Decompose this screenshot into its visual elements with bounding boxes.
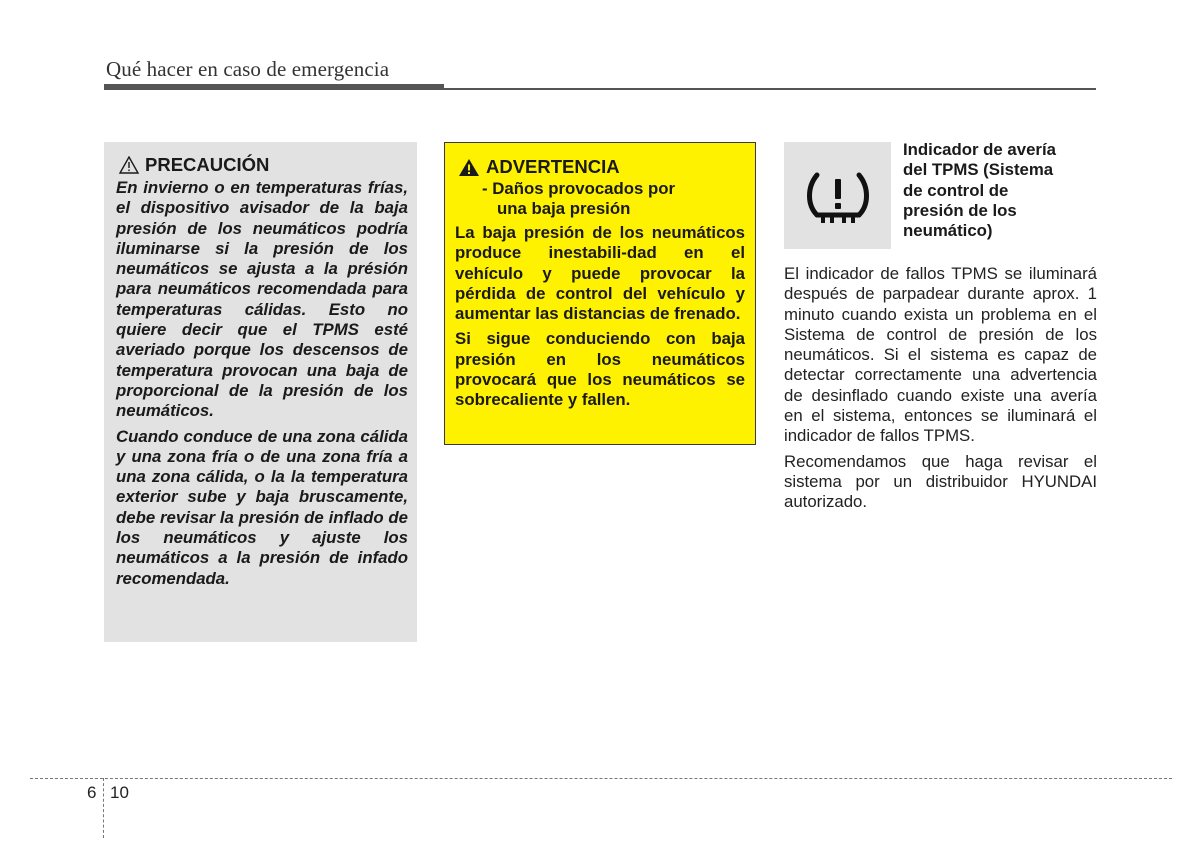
caution-triangle-icon xyxy=(119,156,139,174)
page-title: Qué hacer en caso de emergencia xyxy=(106,57,390,81)
warning-body xyxy=(455,223,745,411)
caution-heading xyxy=(119,154,408,176)
tpms-heading-line: Indicador de avería xyxy=(903,140,1056,159)
footer-rule xyxy=(30,778,1172,779)
tpms-heading-line: presión de los xyxy=(903,200,1017,220)
warning-subheading-line: - Daños provocados por xyxy=(482,179,676,198)
caution-paragraph: Cuando conduce de una zona cálida y una zona fría o de una zona fría a una zona cálida, o la la temperatura exterior sube y baja bruscamente, debe revisar la presión de inflado de los neumáticos y ajuste los neumáticos a la presión de infado recomendada. xyxy=(116,426,408,588)
warning-heading xyxy=(458,156,745,178)
tpms-body xyxy=(784,264,1097,513)
tpms-paragraph: El indicador de fallos TPMS se iluminará después de parpadear durante aprox. 1 minuto cuando exista un problema en el Sistema de control de presión de los neumáticos. Si el sistema es capaz de detectar correctamente una advertencia de desinflado cuando existe una avería en el sistema, entonces se iluminará el indicador de fallos TPMS. xyxy=(784,264,1097,446)
warning-heading-label: ADVERTENCIA xyxy=(486,156,620,177)
tpms-heading xyxy=(903,140,1098,241)
tpms-icon-box xyxy=(784,142,891,249)
tpms-heading-line: de control de xyxy=(903,180,1009,200)
page-number: 10 xyxy=(110,783,129,802)
header-rule-thin xyxy=(444,88,1096,90)
tpms-heading-line: neumático) xyxy=(903,221,993,241)
warning-paragraph: La baja presión de los neumáticos produce inestabili-dad en el vehículo y puede provocar la pérdida de control del vehículo y aumentar las distancias de frenado. xyxy=(455,223,745,324)
caution-paragraph: En invierno o en temperaturas frías, el dispositivo avisador de la baja presión de los neumáticos podría iluminarse si la presión de los neumáticos se ajusta a la présión para neumáticos recomendada para temperaturas cálidas. Esto no quiere decir que el TPMS esté averiado porque los descensos de temperatura provocan una baja de proporcional de la presión de los neumáticos. xyxy=(116,178,408,421)
warning-box xyxy=(444,142,756,445)
tpms-paragraph: Recomendamos que haga revisar el sistema por un distribuidor HYUNDAI autorizado. xyxy=(784,451,1097,512)
warning-paragraph: Si sigue conduciendo con baja presión en los neumáticos provocará que los neumáticos se sobrecaliente y fallen. xyxy=(455,329,745,410)
warning-subheading-line: una baja presión xyxy=(497,199,631,218)
warning-triangle-icon xyxy=(458,158,480,177)
chapter-number: 6 xyxy=(87,783,97,802)
header-rule-thick xyxy=(104,84,444,90)
caution-body xyxy=(116,178,408,589)
tpms-malfunction-icon xyxy=(803,161,873,231)
caution-heading-label: PRECAUCIÓN xyxy=(145,154,270,175)
warning-subheading xyxy=(455,179,745,219)
footer-divider xyxy=(103,778,104,838)
caution-box xyxy=(104,142,417,642)
tpms-heading-line: del TPMS (Sistema xyxy=(903,160,1054,180)
